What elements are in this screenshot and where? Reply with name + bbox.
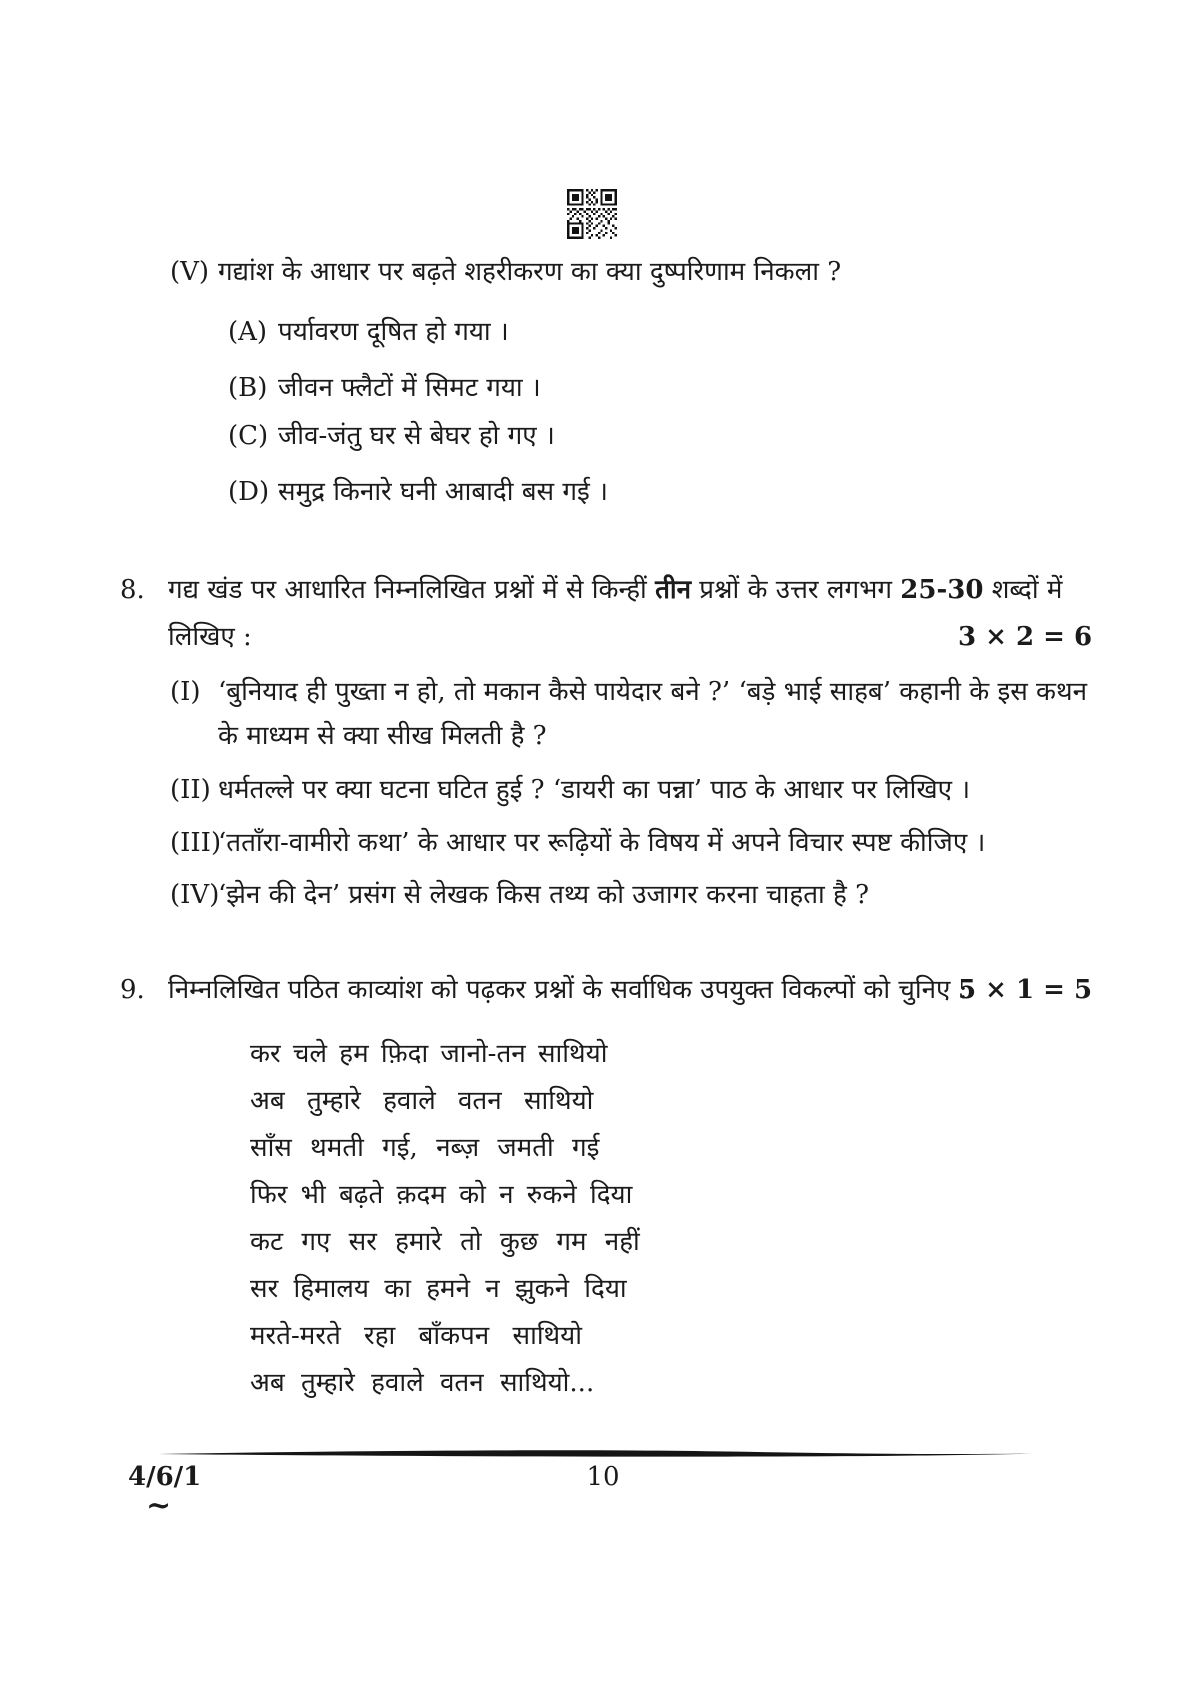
subquestion-2 [170,772,970,808]
subquestion-1-line2: के माध्यम से क्या सीख मिलती है ? [218,721,547,751]
poem-line: मरते-मरते रहा बाँकपन साथियो [250,1321,582,1351]
option-b-text: जीवन फ्लैटों में सिमट गया । [278,373,541,403]
subquestion-4-label: (IV) [170,880,220,910]
question-8-text: गद्य खंड पर आधारित निम्नलिखित प्रश्नों में से किन्हीं तीन प्रश्नों के उत्तर लगभग 25-30 शब्दों में [168,575,1063,605]
subquestion-3 [170,825,985,861]
poem-line: अब तुम्हारे हवाले वतन साथियो... [250,1368,595,1398]
tilde-mark: ~ [146,1488,172,1523]
subquestion-1-label: (I) [170,677,201,707]
option-c-label: (C) [228,421,269,451]
poem-line: साँस थमती गई, नब्ज़ जमती गई [250,1133,600,1163]
option-c-text: जीव-जंतु घर से बेघर हो गए । [278,421,555,451]
question-8-line2: लिखिए : [168,622,252,652]
subquestion-1-text: ‘बुनियाद ही पुख्ता न हो, तो मकान कैसे पायेदार बने ?’ ‘बड़े भाई साहब’ कहानी के इस कथन [218,677,1088,707]
poem-line: कर चले हम फ़िदा जानो-तन साथियो [250,1039,608,1069]
question-9 [120,972,967,1008]
option-a-text: पर्यावरण दूषित हो गया । [278,317,509,347]
option-a-label: (A) [228,317,268,347]
option-a [228,314,509,350]
subquestion-3-label: (III) [170,828,222,858]
subquestion-2-text: धर्मतल्ले पर क्या घटना घटित हुई ? ‘डायरी का पन्ना’ पाठ के आधार पर लिखिए । [218,775,971,805]
poem-line: सर हिमालय का हमने न झुकने दिया [250,1274,627,1304]
paper-code: 4/6/1 [128,1462,202,1492]
subquestion-2-label: (II) [170,775,211,805]
poem-excerpt [250,1031,640,1407]
poem-line: कट गए सर हमारे तो कुछ गम नहीं [250,1227,640,1257]
footer-divider-rule [158,1449,1032,1459]
question-8-marks: 3 × 2 = 6 [958,622,1093,652]
question-9-marks: 5 × 1 = 5 [958,975,1093,1005]
page-number: 10 [586,1462,620,1492]
option-d [228,474,608,510]
question-8-number: 8. [120,575,145,605]
question-9-text: निम्नलिखित पठित काव्यांश को पढ़कर प्रश्नों के सर्वाधिक उपयुक्त विकल्पों को चुनिए : [168,975,968,1005]
poem-line: फिर भी बढ़ते क़दम को न रुकने दिया [250,1180,633,1210]
question-9-number: 9. [120,975,145,1005]
option-c [228,418,555,454]
option-b [228,370,541,406]
question-8-line1 [120,572,1062,608]
subquestion-4-text: ‘झेन की देन’ प्रसंग से लेखक किस तथ्य को उजागर करना चाहता है ? [218,880,870,910]
option-d-label: (D) [228,477,270,507]
option-d-text: समुद्र किनारे घनी आबादी बस गई । [278,477,608,507]
subquestion-4 [170,877,869,913]
subquestion-3-text: ‘तताँरा-वामीरो कथा’ के आधार पर रूढ़ियों के विषय में अपने विचार स्पष्ट कीजिए । [218,828,986,858]
qr-code-icon [567,188,617,240]
poem-line: अब तुम्हारे हवाले वतन साथियो [250,1086,594,1116]
option-b-label: (B) [228,373,268,403]
subquestion-1 [170,674,1087,710]
question-v-label: (V) [170,257,210,287]
question-v [170,254,841,290]
question-v-text: गद्यांश के आधार पर बढ़ते शहरीकरण का क्या दुष्परिणाम निकला ? [218,257,842,287]
